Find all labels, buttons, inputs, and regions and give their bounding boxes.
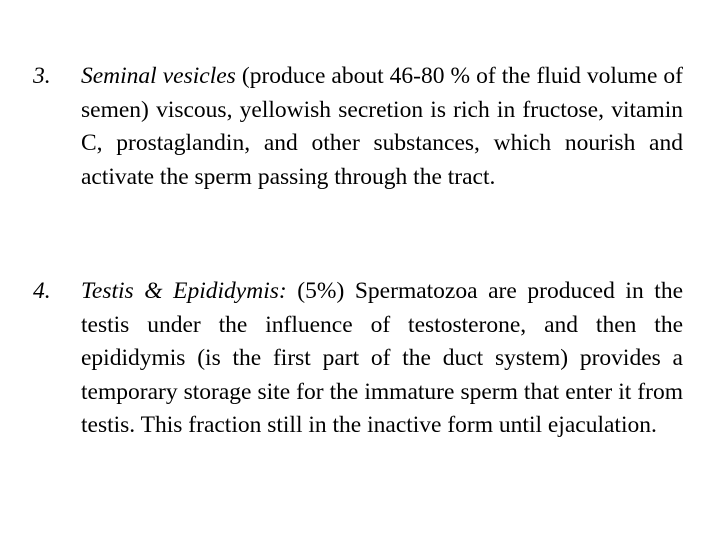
item-text: (5%) Spermatozoa are produced in the testis under the influence of testosterone, and then the epididymis (is the first part of the duct system) provides a temporary storage site for the immature sperm that enter it from testis. This fraction still in the inactive form until ejaculation.: [81, 278, 683, 438]
item-number: 4.: [33, 278, 51, 304]
list-item-seminal-vesicles: [33, 60, 683, 194]
item-term: Testis & Epididymis:: [81, 278, 287, 304]
item-text: (produce about 46-80 % of the fluid volume of semen) viscous, yellowish secretion is rich in fructose, vitamin C, prostaglandin, and other substances, which nourish and activate the sperm passing through the tract.: [81, 63, 684, 190]
item-body: [81, 60, 683, 194]
item-number: 3.: [33, 63, 51, 89]
item-body: [81, 275, 683, 443]
item-term: Seminal vesicles: [81, 63, 236, 89]
list-item-testis-epididymis: [33, 275, 683, 443]
